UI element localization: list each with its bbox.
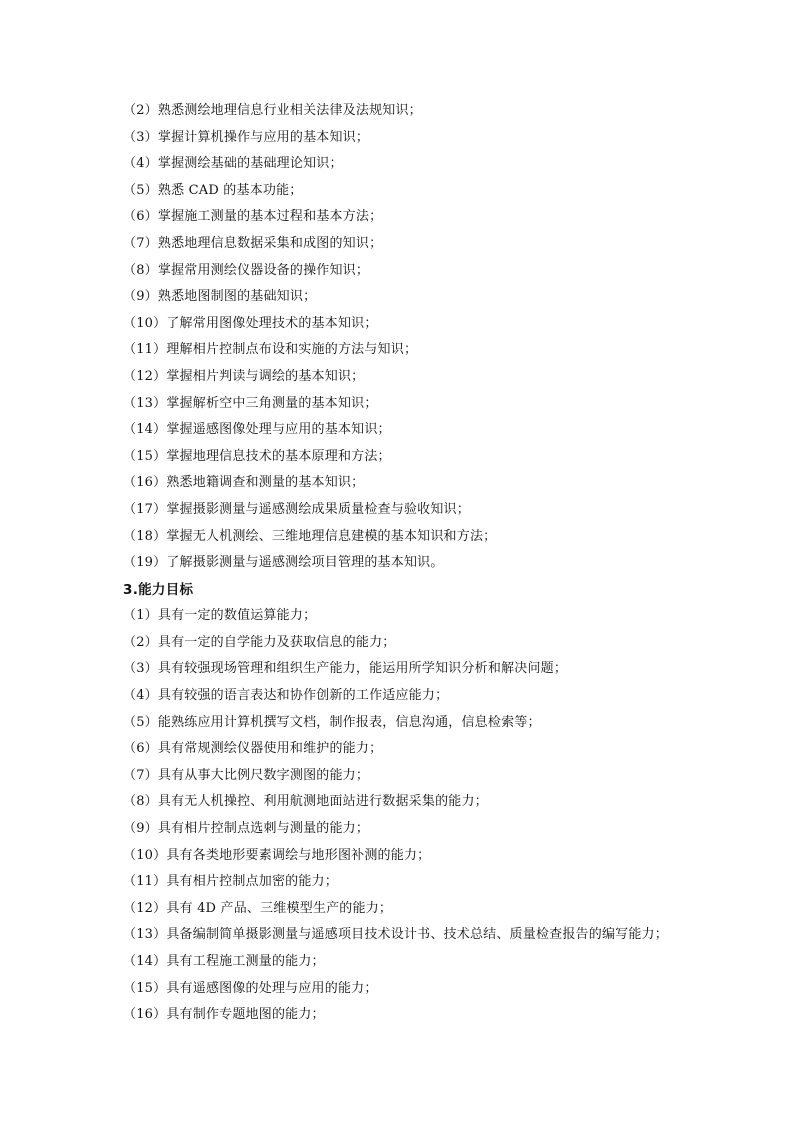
ability-item-7: （7）具有从事大比例尺数字测图的能力； (123, 767, 370, 783)
knowledge-item-19: （19）了解摄影测量与遥感测绘项目管理的基本知识。 (123, 555, 444, 571)
ability-item-3: （3）具有较强现场管理和组织生产能力，能运用所学知识分析和解决问题； (123, 661, 568, 677)
knowledge-item-2: （2）熟悉测绘地理信息行业相关法律及法规知识； (123, 103, 422, 118)
ability-item-4: （4）具有较强的语言表达和协作创新的工作适应能力； (123, 688, 449, 704)
ability-item-11: （11）具有相片控制点加密的能力； (123, 874, 338, 890)
ability-item-13: （13）具备编制简单摄影测量与遥感项目技术设计书、技术总结、质量检查报告的编写能力； (123, 927, 668, 943)
page-content (123, 98, 743, 1029)
knowledge-item-13: （13）掌握解析空中三角测量的基本知识； (123, 395, 378, 411)
knowledge-item-17: （17）掌握摄影测量与遥感测绘成果质量检查与验收知识； (123, 501, 470, 517)
knowledge-item-15: （15）掌握地理信息技术的基本原理和方法； (123, 448, 391, 464)
ability-item-5: （5）能熟练应用计算机撰写文档，制作报表，信息沟通，信息检索等； (123, 714, 541, 730)
ability-item-12: （12）具有 4D 产品、三维模型生产的能力； (123, 900, 393, 916)
ability-item-1: （1）具有一定的数值运算能力； (123, 608, 317, 624)
knowledge-item-11: （11）理解相片控制点布设和实施的方法与知识； (123, 342, 418, 358)
ability-item-2: （2）具有一定的自学能力及获取信息的能力； (123, 634, 396, 650)
knowledge-item-12: （12）掌握相片判读与调绘的基本知识； (123, 368, 365, 384)
knowledge-item-18: （18）掌握无人机测绘、三维地理信息建模的基本知识和方法； (123, 528, 497, 544)
ability-item-9: （9）具有相片控制点选刺与测量的能力； (123, 821, 370, 837)
knowledge-item-7: （7）熟悉地理信息数据采集和成图的知识； (123, 235, 383, 251)
knowledge-item-8: （8）掌握常用测绘仪器设备的操作知识； (123, 262, 370, 278)
ability-item-16: （16）具有制作专题地图的能力； (123, 1007, 325, 1023)
knowledge-item-10: （10）了解常用图像处理技术的基本知识； (123, 315, 378, 331)
ability-item-6: （6）具有常规测绘仪器使用和维护的能力； (123, 741, 383, 757)
knowledge-item-9: （9）熟悉地图制图的基础知识； (123, 289, 317, 305)
knowledge-item-4: （4）掌握测绘基础的基础理论知识； (123, 156, 343, 172)
ability-item-14: （14）具有工程施工测量的能力； (123, 954, 325, 969)
section-heading-ability-goals: 3.能力目标 (123, 581, 194, 598)
knowledge-item-3: （3）掌握计算机操作与应用的基本知识； (123, 129, 370, 145)
knowledge-item-6: （6）掌握施工测量的基本过程和基本方法； (123, 209, 383, 225)
ability-item-10: （10）具有各类地形要素调绘与地形图补测的能力； (123, 847, 431, 863)
ability-item-15: （15）具有遥感图像的处理与应用的能力； (123, 980, 378, 996)
knowledge-item-5: （5）熟悉 CAD 的基本功能； (123, 182, 303, 198)
knowledge-item-16: （16）熟悉地籍调查和测量的基本知识； (123, 475, 365, 491)
knowledge-item-14: （14）掌握遥感图像处理与应用的基本知识； (123, 422, 391, 438)
ability-item-8: （8）具有无人机操控、利用航测地面站进行数据采集的能力； (123, 794, 488, 810)
